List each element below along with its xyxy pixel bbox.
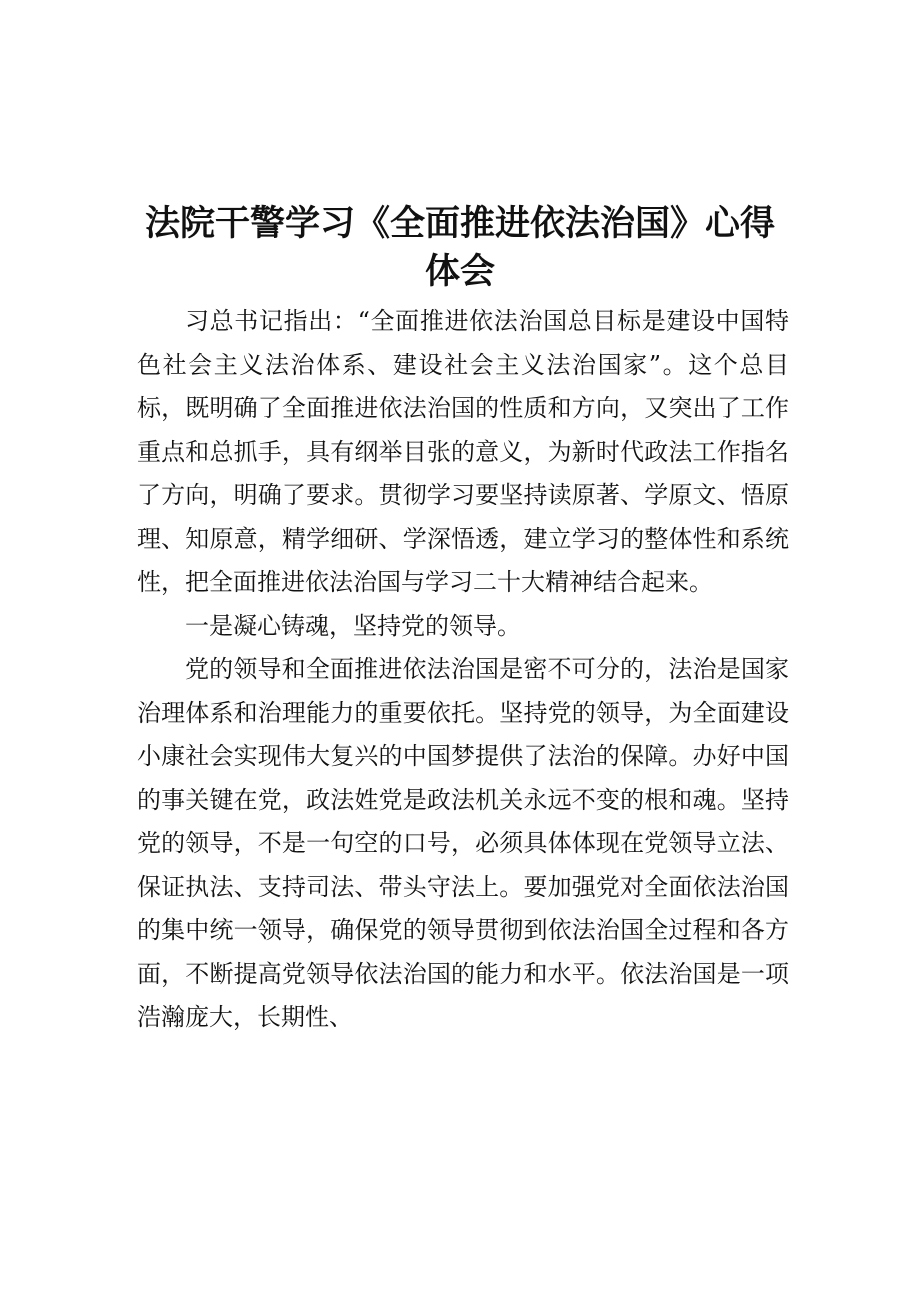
paragraph-intro: 习总书记指出：“全面推进依法治国总目标是建设中国特色社会主义法治体系、建设社会主义法治国家”。这个总目标，既明确了全面推进依法治国的性质和方向，又突出了工作重点和总抓手，具有纲举目张的意义，为新时代政法工作指名了方向，明确了要求。贯彻学习要坚持读原著、学原文、悟原理、知原意，精学细研、学深悟透，建立学习的整体性和系统性，把全面推进依法治国与学习二十大精神结合起来。 — [137, 307, 789, 596]
document-title: 法院干警学习《全面推进依法治国》心得体会 — [144, 204, 775, 292]
paragraph-heading-one: 一是凝心铸魂，坚持党的领导。 — [185, 611, 521, 640]
paragraph-party-leadership: 党的领导和全面推进依法治国是密不可分的，法治是国家治理体系和治理能力的重要依托。坚持党的领导，为全面建设小康社会实现伟大复兴的中国梦提供了法治的保障。办好中国的事关键在党，政法姓党是政法机关永远不变的根和魂。坚持党的领导，不是一句空的口号，必须具体体现在党领导立法、保证执法、支持司法、带头守法上。要加强党对全面依法治国的集中统一领导，确保党的领导贯彻到依法治国全过程和各方面，不断提高党领导依法治国的能力和水平。依法治国是一项浩瀚庞大，长期性、 — [137, 655, 789, 1031]
document-body — [137, 300, 789, 1040]
